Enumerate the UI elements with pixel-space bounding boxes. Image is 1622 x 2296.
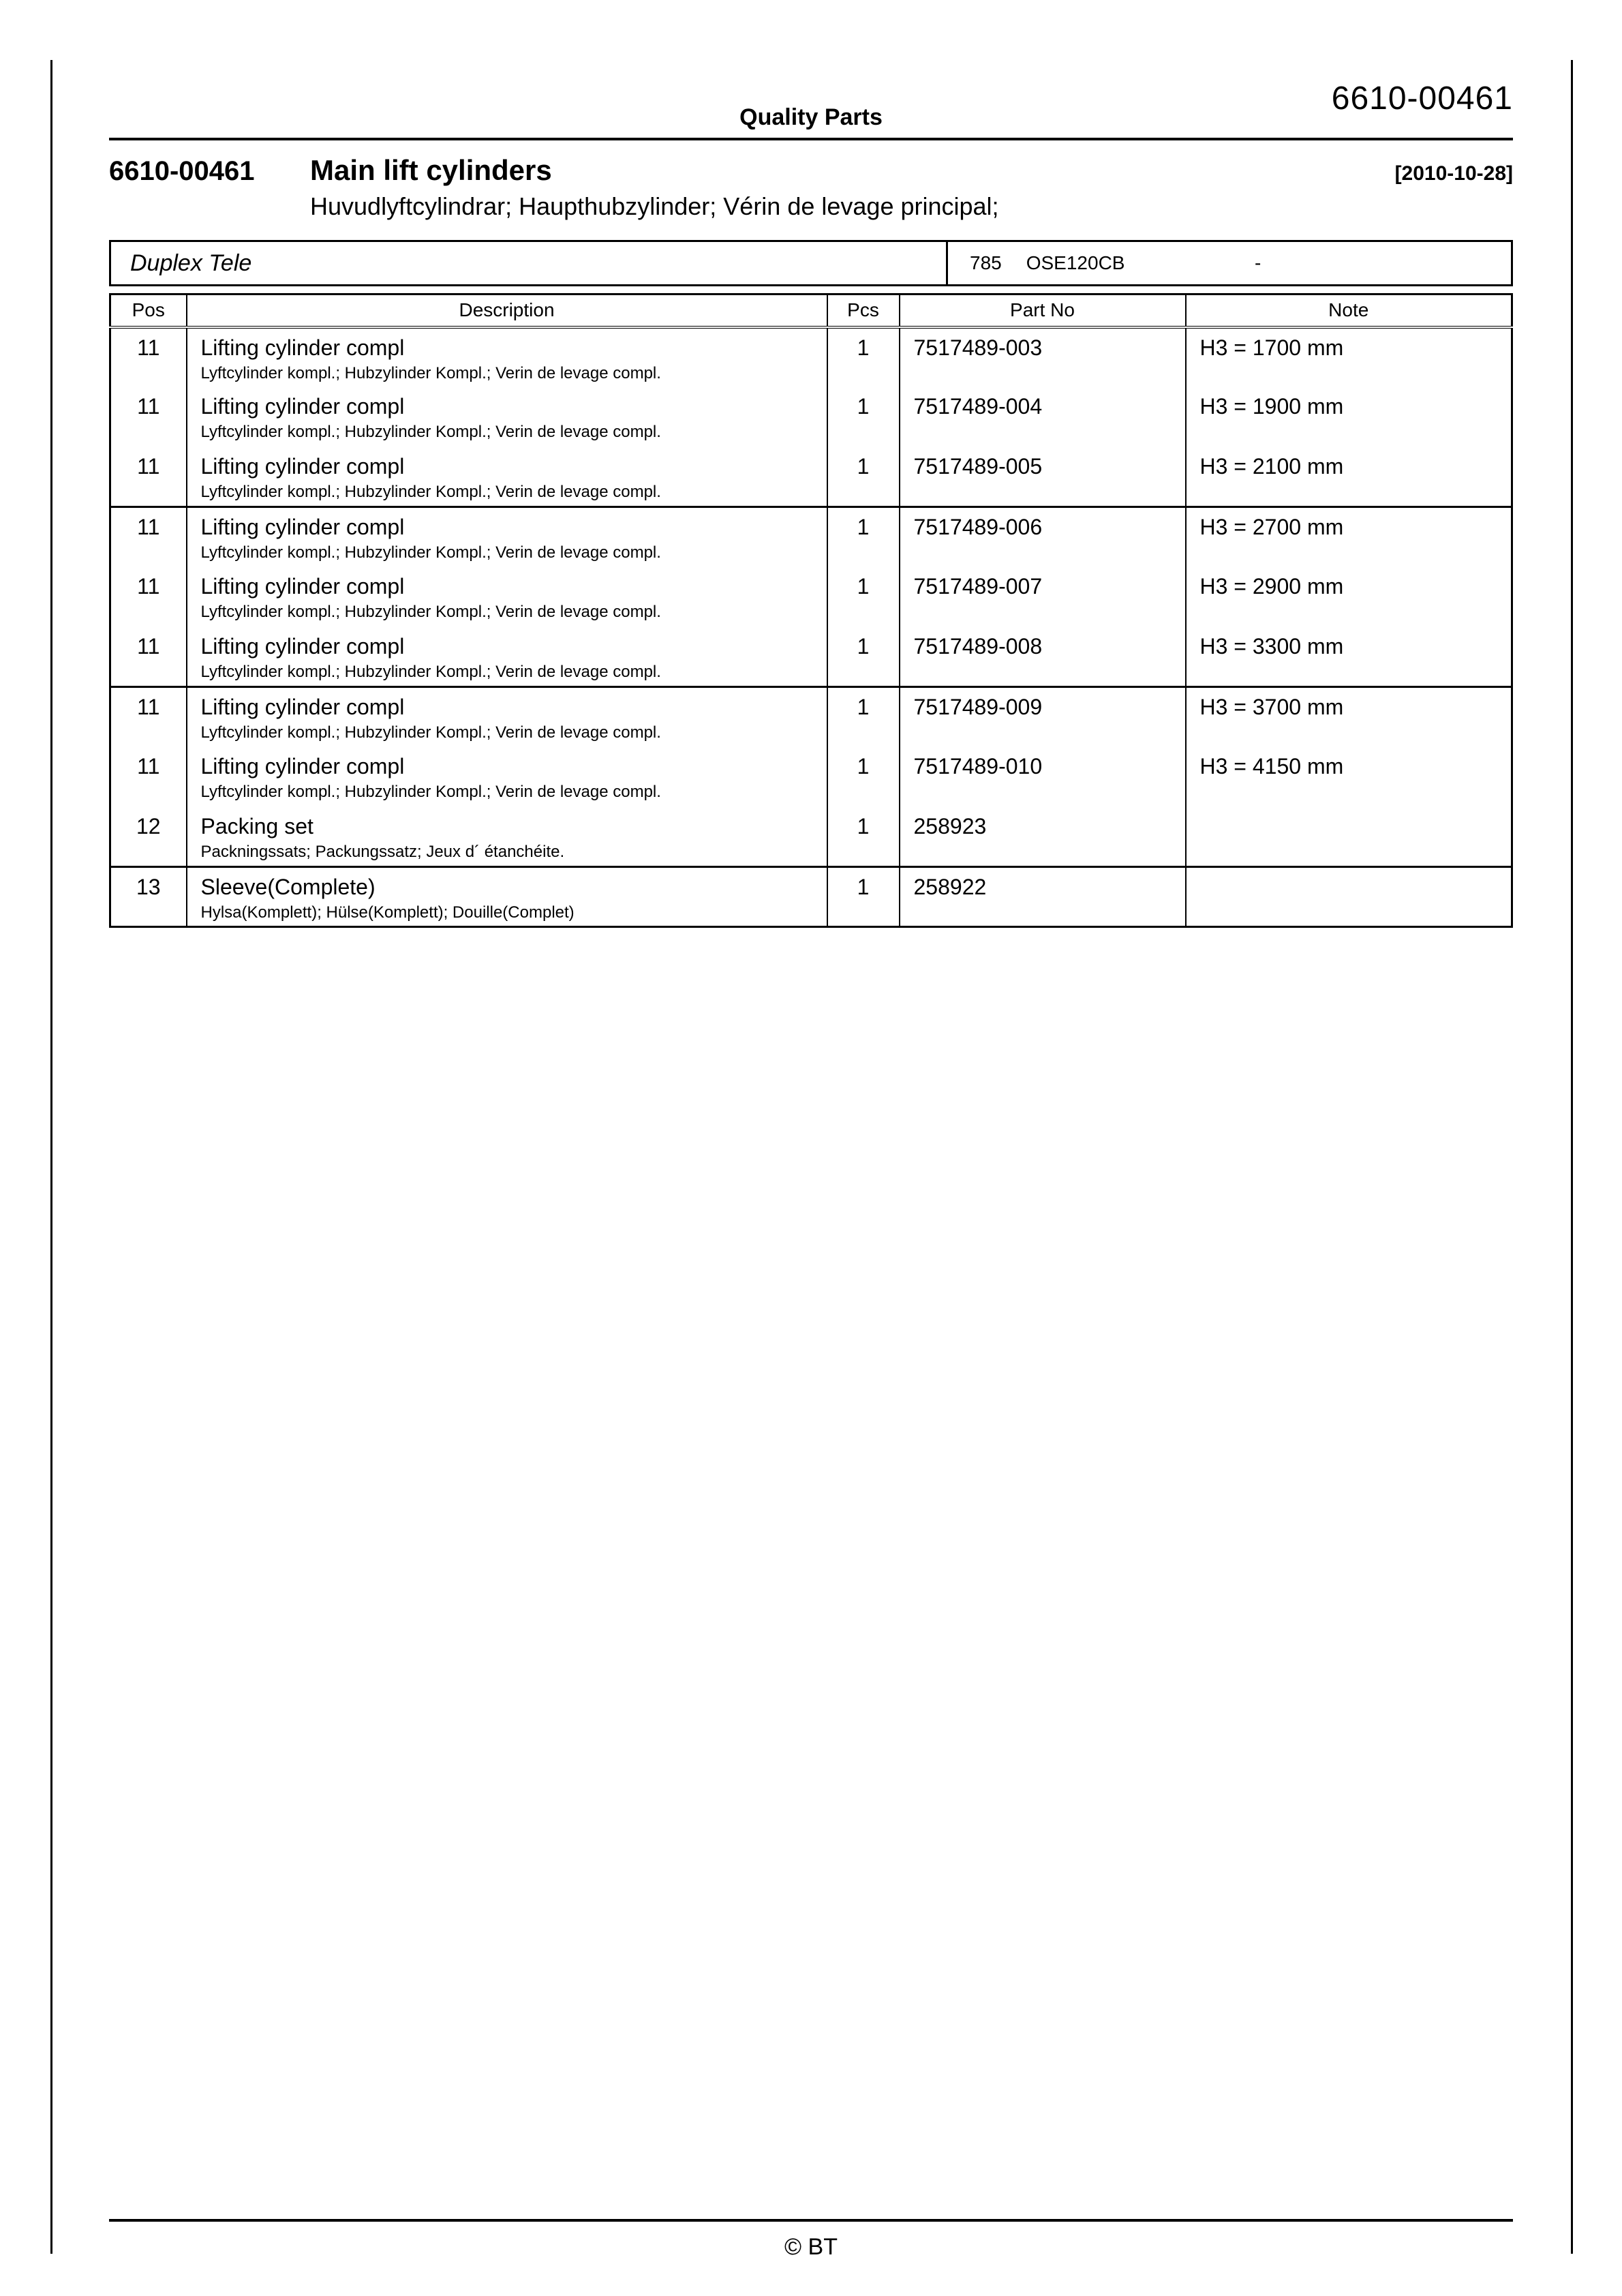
description-sub: Lyftcylinder kompl.; Hubzylinder Kompl.; Verin de levage compl. <box>200 782 661 801</box>
cell-note: H3 = 4150 mm <box>1186 747 1512 807</box>
table-row <box>110 867 1512 927</box>
cell-description <box>187 327 827 387</box>
cell-pos: 11 <box>110 507 187 567</box>
cell-note: H3 = 3700 mm <box>1186 687 1512 747</box>
description-sub: Lyftcylinder kompl.; Hubzylinder Kompl.; Verin de levage compl. <box>200 543 661 562</box>
cell-pos: 12 <box>110 807 187 867</box>
cell-note <box>1186 807 1512 867</box>
cell-pcs: 1 <box>827 447 900 507</box>
cell-pcs: 1 <box>827 327 900 387</box>
revision-date: [2010-10-28] <box>1394 162 1513 185</box>
cell-description <box>187 447 827 507</box>
description-main: Lifting cylinder compl <box>200 393 405 419</box>
model-dash: - <box>1255 252 1261 273</box>
model-header-box <box>109 240 1513 286</box>
description-sub: Lyftcylinder kompl.; Hubzylinder Kompl.; Verin de levage compl. <box>200 662 661 681</box>
footer-rule <box>109 2219 1513 2222</box>
cell-partno: 7517489-010 <box>900 747 1186 807</box>
cell-description <box>187 747 827 807</box>
cell-partno: 7517489-009 <box>900 687 1186 747</box>
table-row <box>110 447 1512 507</box>
description-sub: Lyftcylinder kompl.; Hubzylinder Kompl.; Verin de levage compl. <box>200 602 661 621</box>
cell-pos: 11 <box>110 627 187 687</box>
model-name: Duplex Tele <box>130 250 252 276</box>
title-block <box>109 154 1513 187</box>
page-header <box>109 0 1513 138</box>
cell-partno: 7517489-008 <box>900 627 1186 687</box>
column-header-description: Description <box>187 294 827 327</box>
cell-pcs: 1 <box>827 387 900 447</box>
table-row <box>110 327 1512 387</box>
cell-partno: 7517489-007 <box>900 567 1186 627</box>
page-subtitle: Huvudlyftcylindrar; Haupthubzylinder; Vérin de levage principal; <box>310 192 999 220</box>
header-rule <box>109 138 1513 140</box>
cell-pcs: 1 <box>827 567 900 627</box>
description-main: Lifting cylinder compl <box>200 695 405 719</box>
cell-pos: 11 <box>110 387 187 447</box>
description-main: Lifting cylinder compl <box>200 453 405 479</box>
description-sub: Lyftcylinder kompl.; Hubzylinder Kompl.; Verin de levage compl. <box>200 363 661 382</box>
cell-note: H3 = 1700 mm <box>1186 327 1512 387</box>
cell-description <box>187 867 827 927</box>
cell-partno: 7517489-003 <box>900 327 1186 387</box>
table-row <box>110 387 1512 447</box>
description-main: Lifting cylinder compl <box>200 335 405 360</box>
description-sub: Lyftcylinder kompl.; Hubzylinder Kompl.; Verin de levage compl. <box>200 482 661 501</box>
description-main: Lifting cylinder compl <box>200 753 405 779</box>
column-header-pos: Pos <box>110 294 187 327</box>
header-brand-title: Quality Parts <box>739 104 883 130</box>
cell-pcs: 1 <box>827 867 900 927</box>
cell-description <box>187 387 827 447</box>
cell-partno: 7517489-006 <box>900 507 1186 567</box>
model-variant: OSE120CB <box>1026 252 1125 273</box>
cell-pos: 11 <box>110 567 187 627</box>
parts-table-header <box>110 294 1512 327</box>
description-main: Lifting cylinder compl <box>200 573 405 599</box>
description-main: Sleeve(Complete) <box>200 875 376 899</box>
cell-partno: 7517489-004 <box>900 387 1186 447</box>
table-row <box>110 507 1512 567</box>
cell-pcs: 1 <box>827 507 900 567</box>
cell-description <box>187 507 827 567</box>
cell-note: H3 = 2900 mm <box>1186 567 1512 627</box>
cell-description <box>187 627 827 687</box>
description-main: Packing set <box>200 813 313 839</box>
model-variant-box <box>946 242 1511 284</box>
header-row <box>110 294 1512 327</box>
cell-pcs: 1 <box>827 687 900 747</box>
scan-edge-left <box>50 60 52 2254</box>
header-doc-number: 6610-00461 <box>1331 80 1513 117</box>
cell-note: H3 = 1900 mm <box>1186 387 1512 447</box>
description-sub: Lyftcylinder kompl.; Hubzylinder Kompl.; Verin de levage compl. <box>200 422 661 441</box>
cell-pos: 13 <box>110 867 187 927</box>
cell-note <box>1186 867 1512 927</box>
cell-pos: 11 <box>110 327 187 387</box>
cell-pcs: 1 <box>827 747 900 807</box>
description-sub: Lyftcylinder kompl.; Hubzylinder Kompl.; Verin de levage compl. <box>200 723 661 742</box>
cell-description <box>187 687 827 747</box>
column-header-partno: Part No <box>900 294 1186 327</box>
table-row <box>110 687 1512 747</box>
title-doc-number: 6610-00461 <box>109 156 255 186</box>
page-title: Main lift cylinders <box>310 154 552 186</box>
cell-note: H3 = 2100 mm <box>1186 447 1512 507</box>
scan-edge-right <box>1571 60 1573 2254</box>
description-main: Lifting cylinder compl <box>200 633 405 659</box>
cell-note: H3 = 2700 mm <box>1186 507 1512 567</box>
table-row <box>110 807 1512 867</box>
description-sub: Packningssats; Packungssatz; Jeux d´ étanchéite. <box>200 842 565 861</box>
table-row <box>110 627 1512 687</box>
description-main: Lifting cylinder compl <box>200 515 405 539</box>
column-header-note: Note <box>1186 294 1512 327</box>
page-footer <box>109 2219 1513 2261</box>
parts-table <box>109 293 1513 928</box>
description-sub: Hylsa(Komplett); Hülse(Komplett); Douille(Complet) <box>200 903 575 922</box>
cell-partno: 7517489-005 <box>900 447 1186 507</box>
cell-pos: 11 <box>110 447 187 507</box>
cell-pcs: 1 <box>827 807 900 867</box>
cell-description <box>187 567 827 627</box>
page-content <box>109 0 1513 928</box>
table-row <box>110 567 1512 627</box>
copyright-text: © BT <box>784 2234 838 2260</box>
table-row <box>110 747 1512 807</box>
cell-note: H3 = 3300 mm <box>1186 627 1512 687</box>
cell-pos: 11 <box>110 687 187 747</box>
cell-partno: 258922 <box>900 867 1186 927</box>
cell-description <box>187 807 827 867</box>
cell-pos: 11 <box>110 747 187 807</box>
cell-pcs: 1 <box>827 627 900 687</box>
model-code: 785 <box>970 252 1002 273</box>
cell-partno: 258923 <box>900 807 1186 867</box>
column-header-pcs: Pcs <box>827 294 900 327</box>
